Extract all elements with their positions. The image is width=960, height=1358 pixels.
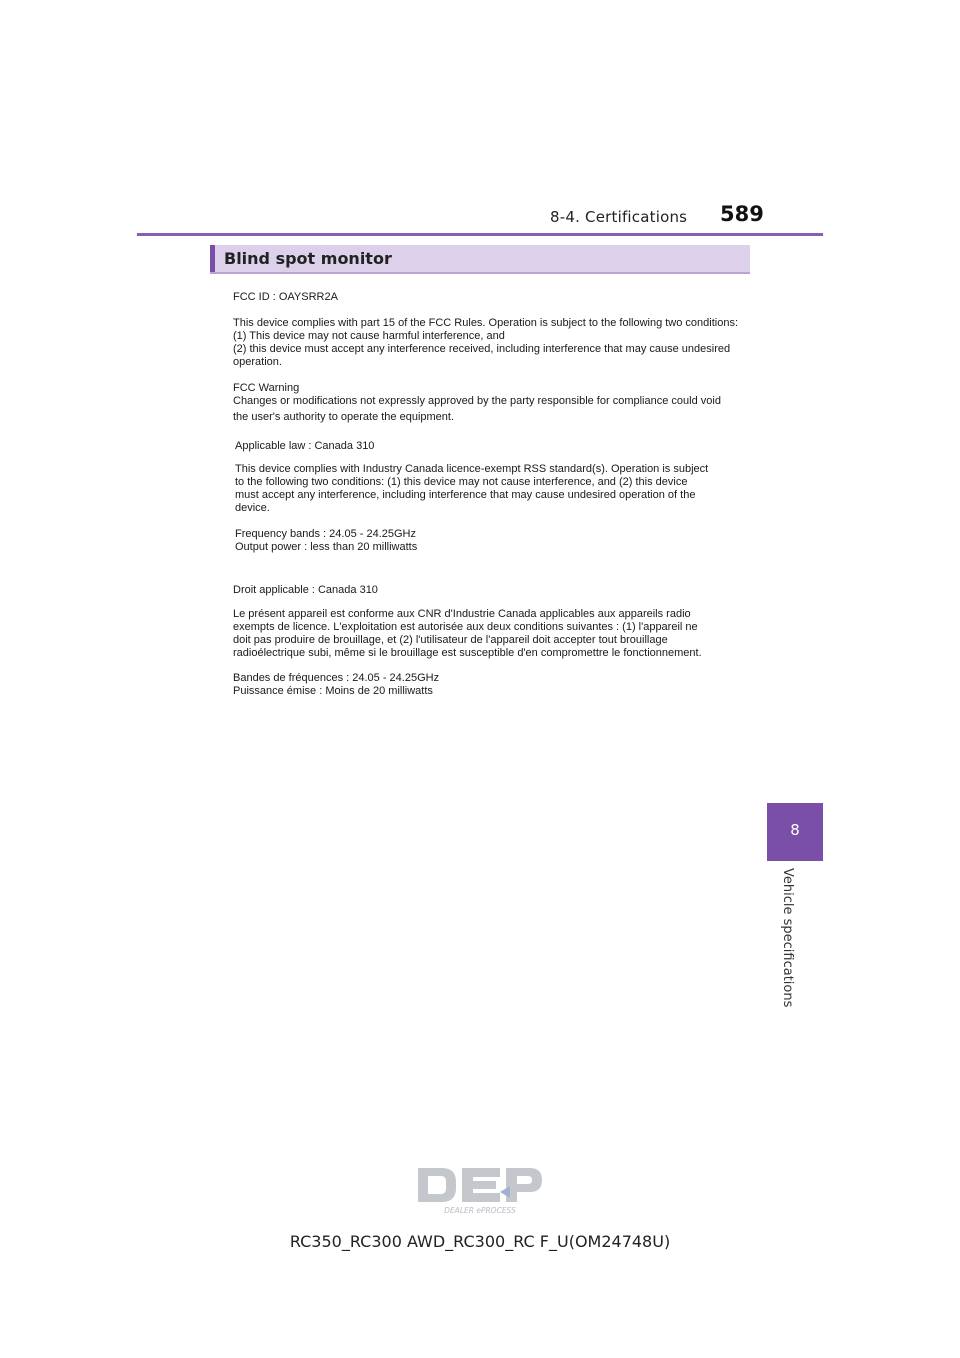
- page-number: 589: [720, 202, 764, 226]
- section-heading-accent: [210, 245, 215, 272]
- canada-en-power: Output power : less than 20 milliwatts: [235, 541, 418, 553]
- fcc-warning-title: FCC Warning: [233, 382, 300, 394]
- canada-fr-power: Puissance émise : Moins de 20 milliwatts: [233, 685, 433, 697]
- canada-fr-frequency: Bandes de fréquences : 24.05 - 24.25GHz: [233, 672, 440, 684]
- chapter-side-label: [777, 868, 797, 1018]
- fcc-line: (2) this device must accept any interference received, including interference that may cause undesired: [233, 343, 731, 355]
- fcc-warning-line: the user's authority to operate the equipment.: [233, 411, 455, 423]
- fcc-line: This device complies with part 15 of the FCC Rules. Operation is subject to the following two conditions:: [233, 317, 739, 329]
- canada-en-line: This device complies with Industry Canada licence-exempt RSS standard(s). Operation is subject: [235, 463, 709, 475]
- canada-en-line: to the following two conditions: (1) this device may not cause interference, and (2) this device: [235, 476, 688, 488]
- canada-en-frequency: Frequency bands : 24.05 - 24.25GHz: [235, 528, 416, 540]
- canada-fr-line: exempts de licence. L'exploitation est autorisée aux deux conditions suivantes : (1) l'appareil ne: [233, 621, 698, 633]
- header-section-title: 8-4. Certifications: [550, 208, 688, 226]
- chapter-tab: [767, 803, 823, 861]
- fcc-line: (1) This device may not cause harmful interference, and: [233, 330, 505, 342]
- canada-en-line: device.: [235, 502, 270, 514]
- fcc-warning-line: Changes or modifications not expressly approved by the party responsible for compliance could void: [233, 395, 721, 407]
- canada-fr-line: Le présent appareil est conforme aux CNR d'Industrie Canada applicables aux appareils radio: [233, 608, 691, 620]
- canada-en-block: [235, 440, 708, 554]
- canada-fr-line: radioélectrique subi, même si le brouillage est susceptible d'en compromettre le fonctionnement.: [233, 647, 702, 659]
- canada-fr-law: Droit applicable : Canada 310: [233, 584, 378, 596]
- dealer-eprocess-logo-icon: [414, 1166, 546, 1216]
- chapter-number: 8: [790, 821, 800, 839]
- footer-model-code: RC350_RC300 AWD_RC300_RC F_U(OM24748U): [289, 1232, 671, 1251]
- canada-fr-block: [233, 584, 702, 698]
- logo-subtitle: DEALER ePROCESS: [444, 1206, 516, 1215]
- fcc-id: FCC ID : OAYSRR2A: [233, 291, 338, 303]
- canada-en-line: must accept any interference, including interference that may cause undesired operation of the: [235, 489, 696, 501]
- canada-en-law: Applicable law : Canada 310: [235, 440, 375, 452]
- fcc-block: [233, 291, 738, 424]
- section-heading-title: Blind spot monitor: [224, 249, 392, 268]
- fcc-line: operation.: [233, 356, 282, 368]
- canada-fr-line: doit pas produire de brouillage, et (2) l'utilisateur de l'appareil doit accepter tout brouillage: [233, 634, 668, 646]
- header-rule: [137, 233, 823, 236]
- section-heading: [210, 245, 750, 274]
- chapter-label-text: Vehicle specifications: [780, 868, 795, 1008]
